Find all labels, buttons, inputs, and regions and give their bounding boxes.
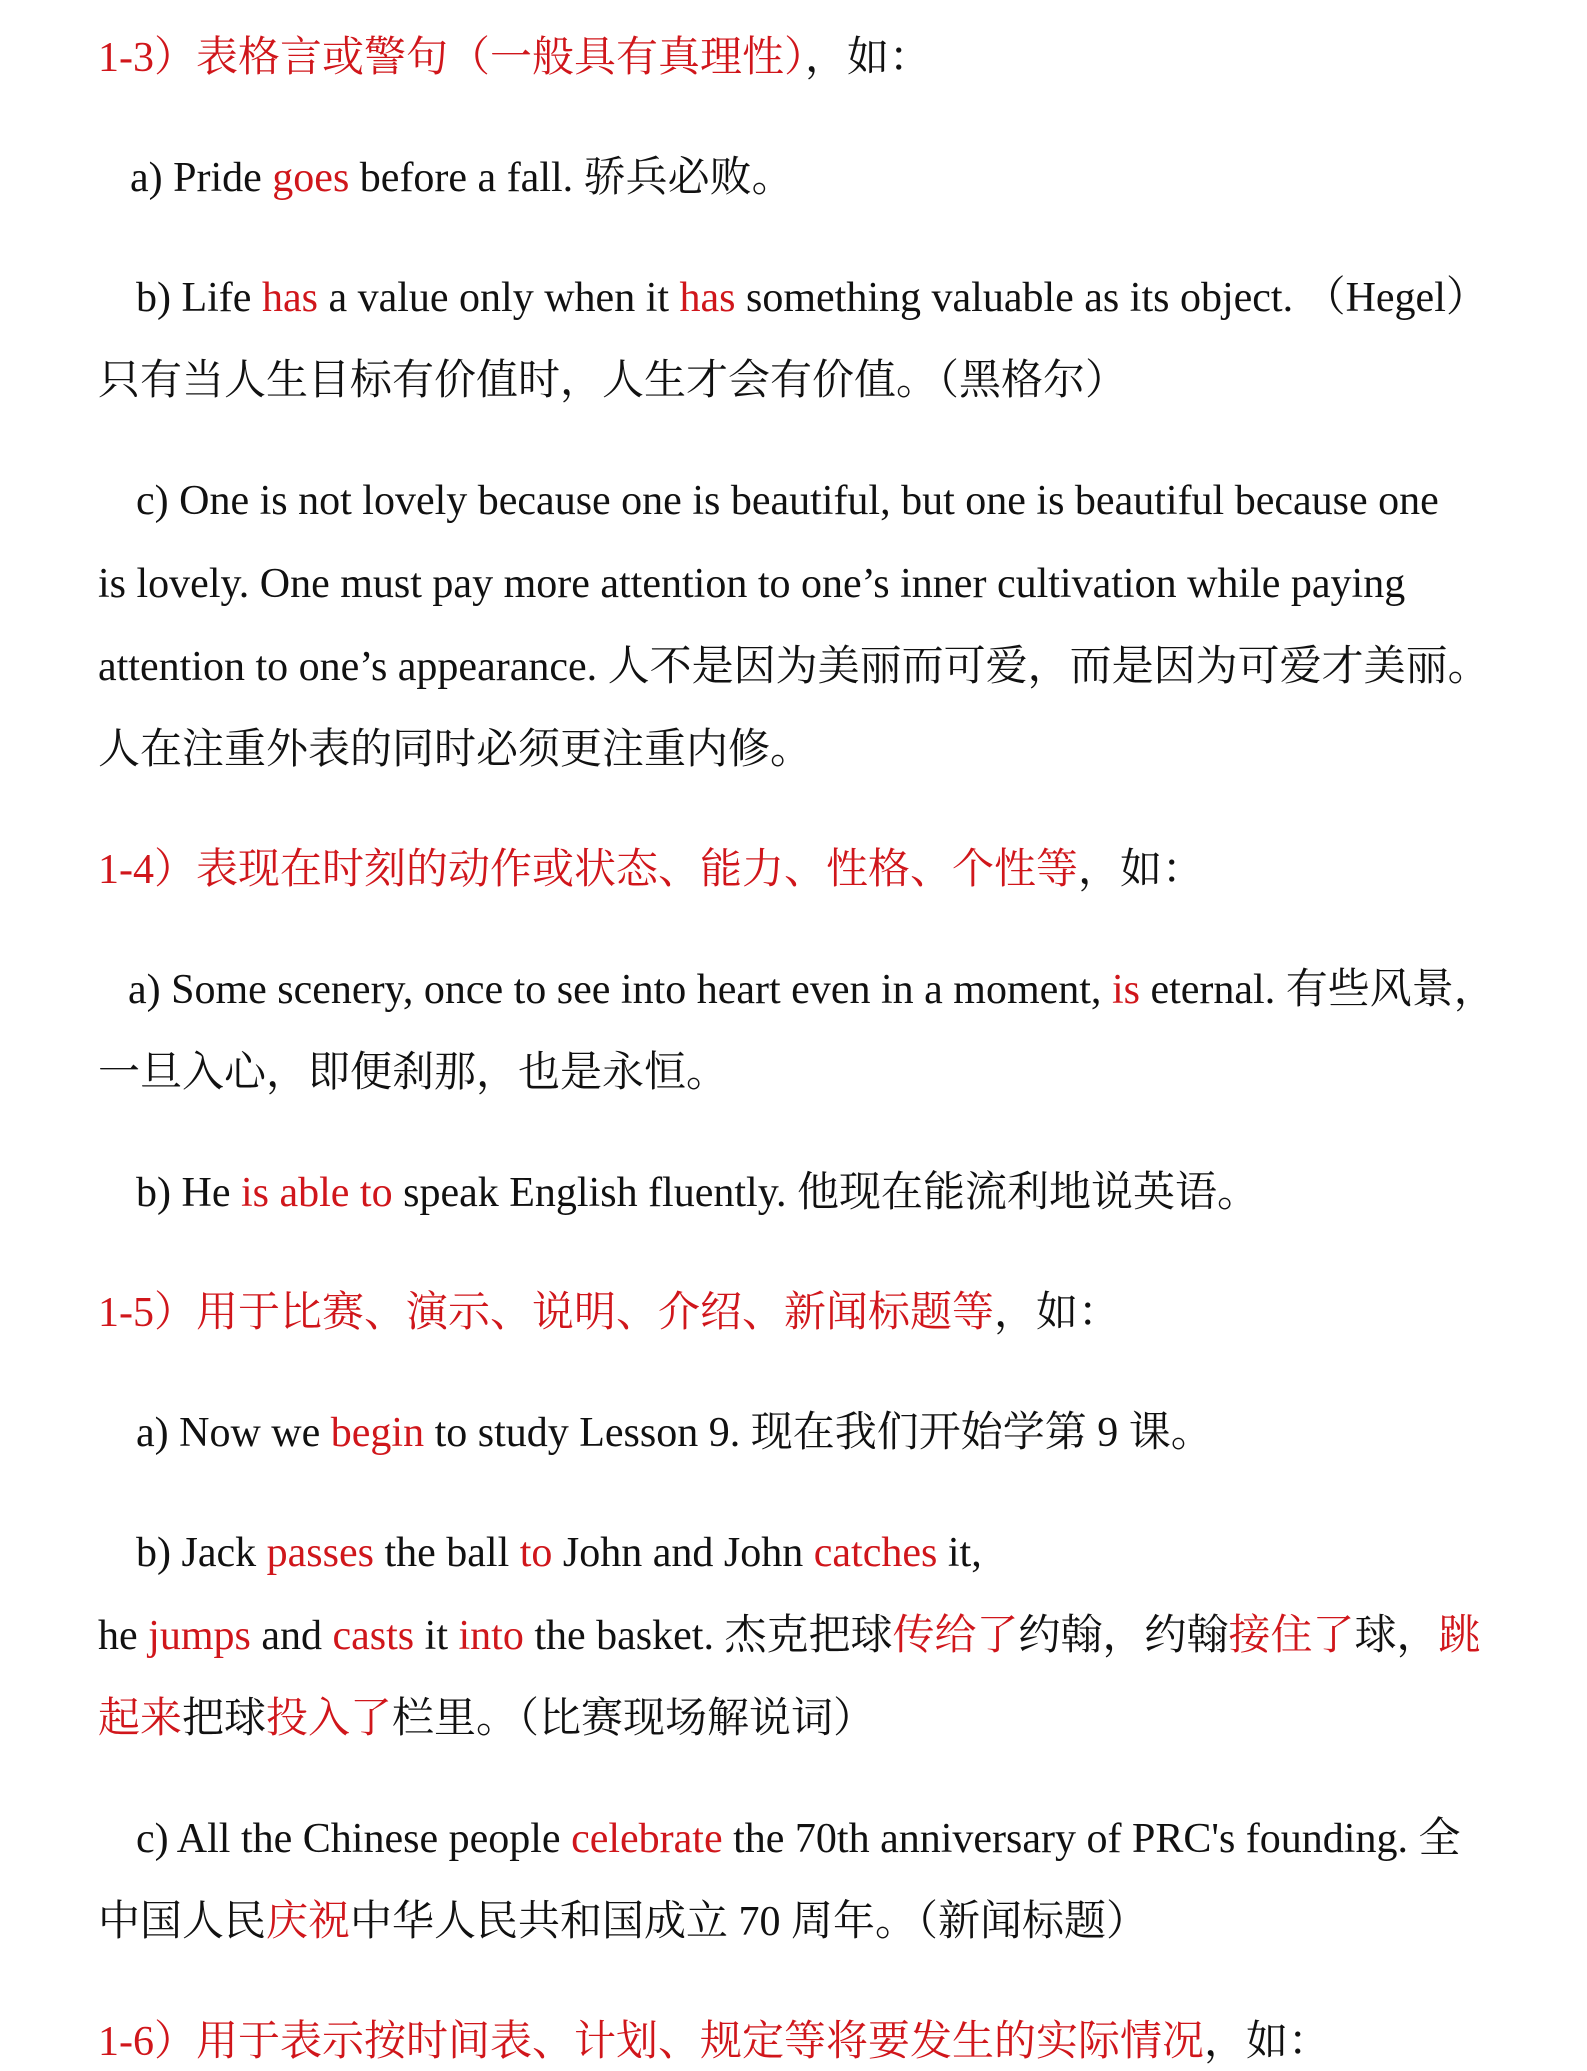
plain-text: b) Life <box>136 275 262 321</box>
highlight-text: 跳 <box>1438 1613 1481 1659</box>
plain-text: ，如： <box>1078 847 1205 893</box>
highlight-text: 1-5）用于比赛、演示、说明、介绍、新闻标题等 <box>98 1290 994 1336</box>
highlight-text: has <box>679 275 736 321</box>
plain-text: the ball <box>373 1530 520 1576</box>
highlight-text: 接住了 <box>1228 1613 1355 1659</box>
highlight-text: 投入了 <box>266 1696 393 1742</box>
section-heading-12 <box>98 1285 1120 1341</box>
plain-text: a value only when it <box>317 275 680 321</box>
text-line-9 <box>128 962 1496 1018</box>
text-line-19 <box>98 2014 1330 2070</box>
plain-text: before a fall. 骄兵必败。 <box>349 155 794 201</box>
text-line-13 <box>136 1405 1213 1461</box>
highlight-text: jumps <box>148 1613 251 1659</box>
text-line-14 <box>136 1525 982 1581</box>
plain-text: 人在注重外表的同时必须更注重内修。 <box>98 727 813 773</box>
section-heading-8 <box>98 842 1204 898</box>
highlight-text: 1-4）表现在时刻的动作或状态、能力、性格、个性等 <box>98 847 1078 893</box>
plain-text: a) Now we <box>136 1410 331 1456</box>
plain-text: attention to one’s appearance. 人不是因为美丽而可爱，而是因为可爱才美丽。 <box>98 644 1490 690</box>
text-line-3 <box>98 353 1127 409</box>
section-heading-0 <box>98 30 931 86</box>
plain-text: a) Some scenery, once to see into heart even in a moment, <box>128 967 1112 1013</box>
plain-text: something valuable as its object. （Hegel） <box>735 275 1488 321</box>
plain-text: John and John <box>552 1530 814 1576</box>
plain-text: b) Jack <box>136 1530 267 1576</box>
text-line-11 <box>136 1165 1259 1221</box>
plain-text: it <box>414 1613 459 1659</box>
highlight-text: is <box>1111 967 1140 1013</box>
highlight-text: casts <box>332 1613 415 1659</box>
highlight-text: 庆祝 <box>266 1899 351 1945</box>
text-line-10 <box>98 1045 728 1101</box>
plain-text: 只有当人生目标有价值时，人生才会有价值。（黑格尔） <box>98 358 1128 404</box>
plain-text: 约翰，约翰 <box>1018 1613 1229 1659</box>
plain-text: eternal. 有些风景， <box>1139 967 1496 1013</box>
plain-text: 栏里。（比赛现场解说词） <box>392 1696 876 1742</box>
plain-text: and <box>250 1613 333 1659</box>
plain-text: 一旦入心，即便刹那，也是永恒。 <box>98 1050 729 1096</box>
plain-text: c) All the Chinese people <box>136 1816 572 1862</box>
text-line-6 <box>98 639 1490 695</box>
text-line-15 <box>98 1608 1481 1664</box>
plain-text: 中华人民共和国成立 70 周年。（新闻标题） <box>350 1899 1149 1945</box>
plain-text: ，如： <box>805 35 932 81</box>
plain-text: ，如： <box>1204 2019 1331 2065</box>
text-line-18 <box>98 1894 1148 1950</box>
text-line-5 <box>98 556 1405 612</box>
plain-text: to study Lesson 9. 现在我们开始学第 9 课。 <box>424 1410 1213 1456</box>
text-line-7 <box>98 722 812 778</box>
plain-text: the basket. 杰克把球 <box>523 1613 893 1659</box>
highlight-text: is able to <box>240 1170 393 1216</box>
highlight-text: celebrate <box>571 1816 723 1862</box>
plain-text: is lovely. One must pay more attention to one’s inner cultivation while paying <box>98 561 1406 607</box>
plain-text: speak English fluently. 他现在能流利地说英语。 <box>392 1170 1259 1216</box>
highlight-text: 1-6）用于表示按时间表、计划、规定等将要发生的实际情况 <box>98 2019 1204 2065</box>
text-line-16 <box>98 1691 875 1747</box>
text-line-4 <box>136 473 1439 529</box>
plain-text: ，如： <box>994 1290 1121 1336</box>
plain-text: c) One is not lovely because one is beautiful, but one is beautiful because one <box>136 478 1439 524</box>
plain-text: 把球 <box>182 1696 267 1742</box>
highlight-text: goes <box>272 155 350 201</box>
highlight-text: catches <box>813 1530 938 1576</box>
highlight-text: 传给了 <box>892 1613 1019 1659</box>
plain-text: a) Pride <box>130 155 273 201</box>
highlight-text: to <box>519 1530 553 1576</box>
plain-text: it, <box>937 1530 982 1576</box>
highlight-text: 1-3）表格言或警句（一般具有真理性） <box>98 35 805 81</box>
highlight-text: begin <box>330 1410 425 1456</box>
highlight-text: passes <box>266 1530 374 1576</box>
plain-text: he <box>98 1613 149 1659</box>
highlight-text: has <box>261 275 318 321</box>
plain-text: 中国人民 <box>98 1899 267 1945</box>
text-line-17 <box>136 1811 1460 1867</box>
plain-text: 球， <box>1354 1613 1439 1659</box>
highlight-text: 起来 <box>98 1696 183 1742</box>
text-line-1 <box>130 150 794 206</box>
text-line-2 <box>136 270 1488 326</box>
highlight-text: into <box>458 1613 524 1659</box>
plain-text: the 70th anniversary of PRC's founding. 全 <box>722 1816 1461 1862</box>
plain-text: b) He <box>136 1170 241 1216</box>
